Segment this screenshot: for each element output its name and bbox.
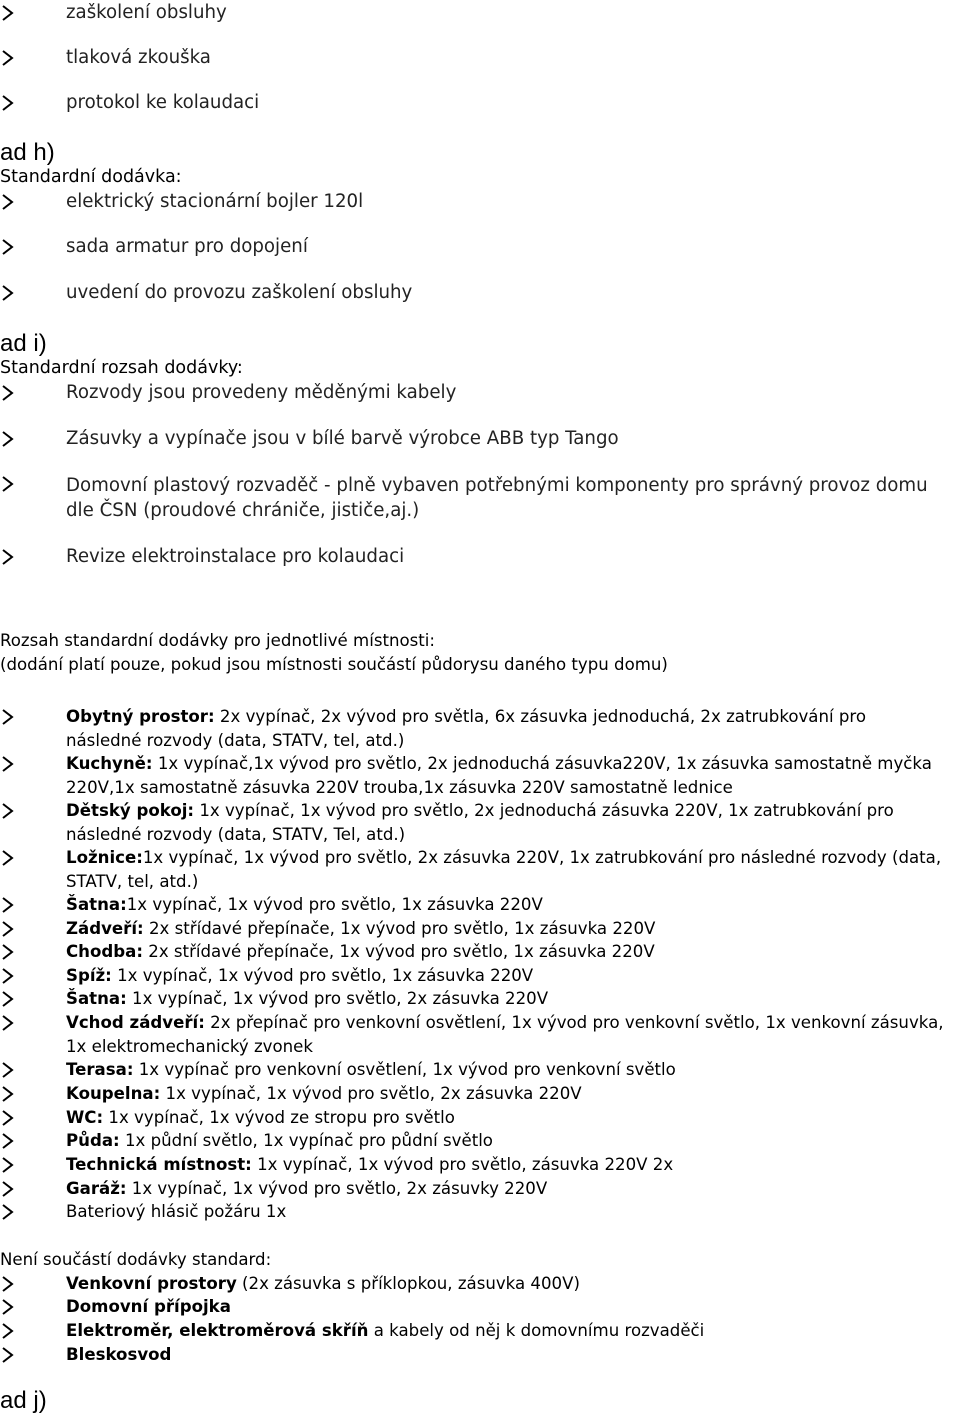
list-item: Obytný prostor: 2x vypínač, 2x vývod pro světla, 6x zásuvka jednoduchá, 2x zatrubkování pro následné rozvody (data, STATV, tel, atd.) [0, 705, 946, 752]
arrow-bullet-icon [0, 990, 18, 1008]
arrow-bullet-icon [0, 1275, 18, 1293]
arrow-bullet-icon [0, 755, 18, 773]
section-h-subtitle: Standardní dodávka: [0, 167, 182, 187]
rooms-title: Rozsah standardní dodávky pro jednotlivé místnosti: [0, 631, 435, 650]
arrow-bullet-icon [0, 49, 18, 67]
list-item: Bateriový hlásič požáru 1x [0, 1200, 960, 1224]
arrow-bullet-icon [0, 1298, 18, 1316]
not-included-title: Není součástí dodávky standard: [0, 1250, 272, 1269]
arrow-bullet-icon [0, 1346, 18, 1364]
list-item: Šatna:1x vypínač, 1x vývod pro světlo, 1x zásuvka 220V [0, 893, 960, 917]
arrow-bullet-icon [0, 1132, 18, 1150]
arrow-bullet-icon [0, 193, 18, 211]
arrow-bullet-icon [0, 1109, 18, 1127]
arrow-bullet-icon [0, 94, 18, 112]
arrow-bullet-icon [0, 1203, 18, 1221]
arrow-bullet-icon [0, 475, 18, 493]
list-item: sada armatur pro dopojení [0, 236, 960, 257]
list-item: Koupelna: 1x vypínač, 1x vývod pro světlo, 2x zásuvka 220V [0, 1082, 960, 1106]
list-item: WC: 1x vypínač, 1x vývod ze stropu pro světlo [0, 1106, 960, 1130]
arrow-bullet-icon [0, 430, 18, 448]
list-item: Chodba: 2x střídavé přepínače, 1x vývod pro světlo, 1x zásuvka 220V [0, 940, 960, 964]
section-j-title: ad j) [0, 1387, 47, 1414]
arrow-bullet-icon [0, 1180, 18, 1198]
arrow-bullet-icon [0, 1322, 18, 1340]
arrow-bullet-icon [0, 1014, 18, 1032]
arrow-bullet-icon [0, 548, 18, 566]
list-item: Venkovní prostory (2x zásuvka s příklopkou, zásuvka 400V) [0, 1272, 960, 1296]
list-item: Revize elektroinstalace pro kolaudaci [0, 546, 960, 567]
list-item: zaškolení obsluhy [0, 2, 960, 23]
list-item: elektrický stacionární bojler 120l [0, 191, 960, 212]
section-h-title: ad h) [0, 139, 55, 166]
list-item: uvedení do provozu zaškolení obsluhy [0, 282, 960, 303]
list-item: tlaková zkouška [0, 47, 960, 68]
arrow-bullet-icon [0, 238, 18, 256]
arrow-bullet-icon [0, 896, 18, 914]
list-item: Garáž: 1x vypínač, 1x vývod pro světlo, 2x zásuvky 220V [0, 1177, 960, 1201]
arrow-bullet-icon [0, 943, 18, 961]
list-item: Domovní plastový rozvaděč - plně vybaven potřebnými komponenty pro správný provoz domu dle ČSN (proudové chrániče, jističe,aj.) [0, 473, 960, 523]
arrow-bullet-icon [0, 920, 18, 938]
arrow-bullet-icon [0, 4, 18, 22]
list-item: Šatna: 1x vypínač, 1x vývod pro světlo, 2x zásuvka 220V [0, 987, 960, 1011]
arrow-bullet-icon [0, 284, 18, 302]
arrow-bullet-icon [0, 967, 18, 985]
section-i-subtitle: Standardní rozsah dodávky: [0, 358, 243, 378]
list-item: protokol ke kolaudaci [0, 92, 960, 113]
arrow-bullet-icon [0, 849, 18, 867]
list-item: Bleskosvod [0, 1343, 960, 1367]
rooms-note: (dodání platí pouze, pokud jsou místnosti součástí půdorysu daného typu domu) [0, 655, 668, 674]
arrow-bullet-icon [0, 802, 18, 820]
list-item: Technická místnost: 1x vypínač, 1x vývod pro světlo, zásuvka 220V 2x [0, 1153, 960, 1177]
arrow-bullet-icon [0, 1085, 18, 1103]
list-item: Vchod zádveří: 2x přepínač pro venkovní osvětlení, 1x vývod pro venkovní světlo, 1x venkovní zásuvka, 1x elektromechanický zvonek [0, 1011, 946, 1058]
list-item: Zásuvky a vypínače jsou v bílé barvě výrobce ABB typ Tango [0, 428, 960, 449]
list-item: Ložnice:1x vypínač, 1x vývod pro světlo, 2x zásuvka 220V, 1x zatrubkování pro následné rozvody (data, STATV, tel, atd.) [0, 846, 956, 893]
list-item: Domovní přípojka [0, 1295, 960, 1319]
list-item: Zádveří: 2x střídavé přepínače, 1x vývod pro světlo, 1x zásuvka 220V [0, 917, 960, 941]
arrow-bullet-icon [0, 384, 18, 402]
list-item: Spíž: 1x vypínač, 1x vývod pro světlo, 1x zásuvka 220V [0, 964, 960, 988]
list-item: Dětský pokoj: 1x vypínač, 1x vývod pro světlo, 2x jednoduchá zásuvka 220V, 1x zatrubkování pro následné rozvody (data, STATV, Tel, atd.) [0, 799, 960, 846]
list-item: Rozvody jsou provedeny měděnými kabely [0, 382, 960, 403]
list-item: Elektroměr, elektroměrová skříň a kabely od něj k domovnímu rozvaděči [0, 1319, 960, 1343]
section-i-title: ad i) [0, 330, 47, 357]
list-item: Kuchyně: 1x vypínač,1x vývod pro světlo, 2x jednoduchá zásuvka220V, 1x zásuvka samostatně myčka 220V,1x samostatně zásuvka 220V trouba,1x zásuvka 220V samostatně lednice [0, 752, 946, 799]
arrow-bullet-icon [0, 708, 18, 726]
arrow-bullet-icon [0, 1156, 18, 1174]
arrow-bullet-icon [0, 1061, 18, 1079]
list-item: Půda: 1x půdní světlo, 1x vypínač pro půdní světlo [0, 1129, 960, 1153]
list-item: Terasa: 1x vypínač pro venkovní osvětlení, 1x vývod pro venkovní světlo [0, 1058, 960, 1082]
